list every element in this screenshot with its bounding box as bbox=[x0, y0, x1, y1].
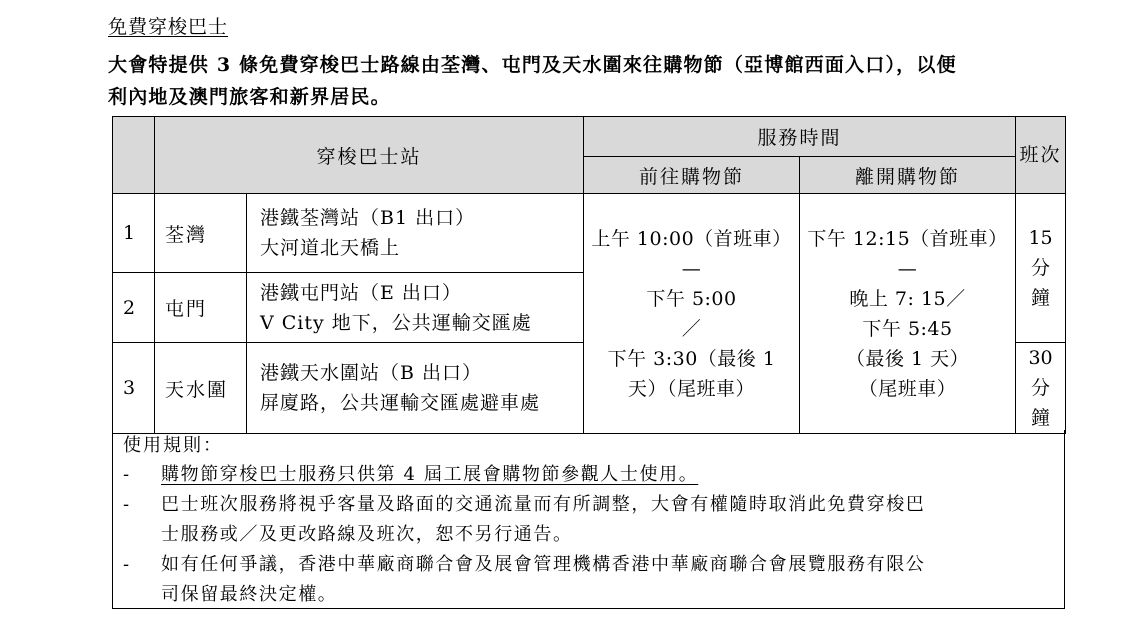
row-stop bbox=[247, 273, 584, 343]
time-line: ／ bbox=[681, 317, 702, 340]
stop-line: 屏廈路，公共運輸交匯處避車處 bbox=[260, 392, 541, 414]
time-line: 下午 12:15（首班車） bbox=[807, 227, 1008, 250]
bullet-dash: - bbox=[123, 464, 131, 485]
row-district: 天水圍 bbox=[155, 343, 247, 434]
row-number: 1 bbox=[113, 194, 155, 273]
rule-line: 巴士班次服務將視乎客量及路面的交通流量而有所調整，大會有權隨時取消此免費穿梭巴 bbox=[161, 494, 926, 515]
time-line: 天）（尾班車） bbox=[628, 377, 756, 400]
stop-line: 港鐵屯門站（E 出口） bbox=[260, 281, 462, 304]
rule-line: 司保留最終決定權。 bbox=[161, 584, 338, 605]
intro-line: 大會特提供 3 條免費穿梭巴士路線由荃灣、屯門及天水圍來往購物節（亞博館西面入口），以便 bbox=[108, 54, 957, 76]
page-title: 免費穿梭巴士 bbox=[108, 16, 229, 38]
header-service-time: 服務時間 bbox=[584, 117, 1016, 157]
row-district: 屯門 bbox=[155, 273, 247, 343]
stop-line: V City 地下，公共運輸交匯處 bbox=[260, 311, 532, 334]
time-line: — bbox=[681, 257, 702, 280]
header-blank-cell bbox=[113, 117, 155, 194]
freq-line: 30 bbox=[1028, 347, 1053, 369]
time-line: 晚上 7: 15／ bbox=[849, 287, 966, 310]
rule-line: 士服務或／及更改路線及班次，恕不另行通告。 bbox=[161, 524, 573, 545]
shuttle-bus-table bbox=[112, 116, 1066, 434]
time-line: 下午 3:30（最後 1 bbox=[607, 347, 776, 370]
row-district: 荃灣 bbox=[155, 194, 247, 273]
time-line: 上午 10:00（首班車） bbox=[591, 227, 792, 250]
intro-line: 利內地及澳門旅客和新界居民。 bbox=[108, 86, 391, 108]
time-line: — bbox=[897, 257, 918, 280]
row-number: 3 bbox=[113, 343, 155, 434]
time-line: （最後 1 天） bbox=[845, 347, 970, 370]
header-frequency: 班次 bbox=[1016, 117, 1066, 194]
row-stop bbox=[247, 343, 584, 434]
usage-rules bbox=[112, 430, 1065, 609]
frequency-15 bbox=[1016, 194, 1066, 343]
bullet-dash: - bbox=[123, 494, 131, 515]
freq-line: 15 bbox=[1028, 227, 1053, 249]
intro-paragraph bbox=[108, 49, 1058, 113]
row-stop bbox=[247, 194, 584, 273]
stop-line: 港鐵荃灣站（B1 出口） bbox=[260, 207, 476, 229]
to-fair-times bbox=[584, 194, 800, 434]
freq-line: 鐘 bbox=[1031, 407, 1051, 429]
header-to-fair: 前往購物節 bbox=[584, 157, 800, 194]
from-fair-times bbox=[800, 194, 1016, 434]
row-number: 2 bbox=[113, 273, 155, 343]
freq-line: 分 bbox=[1031, 257, 1051, 279]
bullet-dash: - bbox=[123, 554, 131, 575]
rules-heading: 使用規則： bbox=[123, 435, 223, 456]
rule-line: 如有任何爭議，香港中華廠商聯合會及展會管理機構香港中華廠商聯合會展覽服務有限公 bbox=[161, 554, 926, 575]
freq-line: 鐘 bbox=[1031, 287, 1051, 309]
stop-line: 港鐵天水圍站（B 出口） bbox=[260, 362, 483, 384]
frequency-30 bbox=[1016, 343, 1066, 434]
time-line: 下午 5:00 bbox=[646, 287, 737, 310]
stop-line: 大河道北天橋上 bbox=[260, 237, 401, 259]
header-station: 穿梭巴士站 bbox=[155, 117, 584, 194]
rule-line: 購物節穿梭巴士服務只供第 4 屆工展會購物節參觀人士使用。 bbox=[161, 464, 699, 485]
header-from-fair: 離開購物節 bbox=[800, 157, 1016, 194]
time-line: （尾班車） bbox=[858, 377, 957, 400]
time-line: 下午 5:45 bbox=[862, 317, 953, 340]
freq-line: 分 bbox=[1031, 377, 1051, 399]
